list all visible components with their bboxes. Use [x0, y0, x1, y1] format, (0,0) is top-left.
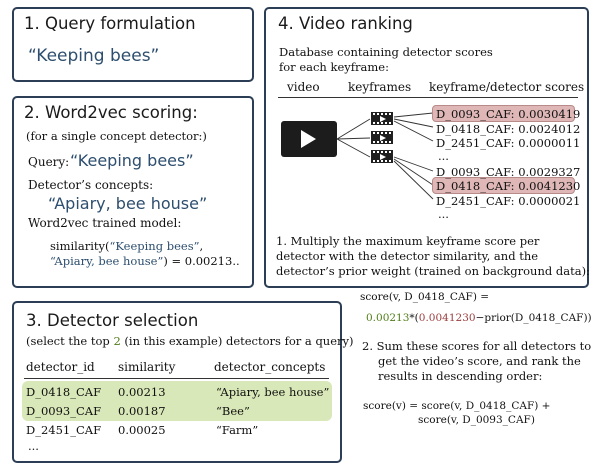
- row-1-concepts: “Apiary, bee house”: [216, 385, 330, 399]
- table-ellipsis: ...: [28, 439, 39, 453]
- word2vec-subtitle: (for a single concept detector:): [26, 129, 207, 143]
- concepts-value: “Apiary, bee house”: [48, 194, 208, 213]
- keyframe-1-icon: [371, 112, 393, 125]
- word2vec-scoring-panel: [12, 96, 254, 288]
- step1-line-3: detector’s prior weight (trained on background data):: [276, 264, 590, 278]
- similarity-line-2: [50, 254, 240, 268]
- score-g2-ellipsis: ...: [438, 207, 449, 221]
- row-2-id: D_0093_CAF: [26, 404, 102, 418]
- row-2-concepts: “Bee”: [216, 404, 250, 418]
- step2-line-2: get the video’s score, and rank the: [378, 354, 581, 368]
- selection-description: [26, 334, 354, 348]
- score-g1-row-1: D_0093_CAF: 0.0030419: [436, 107, 581, 121]
- selection-panel-title: 3. Detector selection: [26, 311, 199, 330]
- query-formulation-panel: [12, 7, 254, 82]
- row-1-similarity: 0.00213: [118, 385, 166, 399]
- formula2-line-1: score(v) = score(v, D_0418_CAF) +: [363, 400, 551, 412]
- similarity-arg-2: “Apiary, bee house”: [50, 254, 164, 268]
- similarity-result: ) = 0.00213..: [163, 254, 240, 268]
- query-text: “Keeping bees”: [28, 46, 160, 66]
- score-g2-row-3: D_2451_CAF: 0.0000021: [436, 194, 581, 208]
- step2-line-3: results in descending order:: [378, 369, 543, 383]
- query-value: “Keeping bees”: [70, 151, 194, 170]
- score-g2-row-1: D_0093_CAF: 0.0029327: [436, 165, 581, 179]
- formula1-line-2: [366, 312, 592, 324]
- database-line-2: for each keyframe:: [279, 60, 389, 74]
- header-keyframes: keyframes: [348, 80, 412, 94]
- table-header-rule: [24, 378, 329, 379]
- query-panel-title: 1. Query formulation: [24, 14, 196, 33]
- row-1-id: D_0418_CAF: [26, 385, 102, 399]
- detector-selection-panel: [12, 301, 354, 463]
- formula1-prior: −prior(D_0418_CAF)): [475, 312, 592, 324]
- similarity-arg-1: “Keeping bees”: [109, 239, 200, 253]
- score-g1-ellipsis: ...: [438, 149, 449, 163]
- video-ranking-panel: [264, 7, 589, 288]
- formula1-line-1: score(v, D_0418_CAF) =: [360, 291, 490, 303]
- concepts-label: Detector’s concepts:: [28, 178, 154, 192]
- database-line-1: Database containing detector scores: [279, 45, 493, 59]
- keyframe-2-icon: [371, 131, 393, 144]
- similarity-comma: ,: [199, 239, 204, 253]
- query-label: Query:: [28, 155, 70, 169]
- row-3-concepts: “Farm”: [216, 423, 259, 437]
- score-g1-row-2: D_0418_CAF: 0.0024012: [436, 122, 581, 136]
- video-play-icon: [281, 121, 337, 157]
- row-2-similarity: 0.00187: [118, 404, 166, 418]
- header-detector-id: detector_id: [26, 360, 95, 374]
- step1-line-2: detector with the detector similarity, and the: [276, 249, 539, 263]
- selection-top-count: 2: [113, 334, 121, 348]
- formula1-score: 0.0041230: [418, 312, 476, 324]
- step1-line-1: 1. Multiply the maximum keyframe score per: [276, 234, 540, 248]
- header-video: video: [287, 80, 320, 94]
- similarity-prefix: similarity(: [50, 239, 110, 253]
- header-scores: keyframe/detector scores: [429, 80, 585, 94]
- header-detector-concepts: detector_concepts: [214, 360, 326, 374]
- ranking-header-rule: [278, 97, 578, 98]
- ranking-panel-title: 4. Video ranking: [278, 14, 413, 33]
- score-g2-row-2: D_0418_CAF: 0.0041230: [436, 179, 581, 193]
- header-similarity: similarity: [118, 360, 176, 374]
- model-label: Word2vec trained model:: [28, 216, 182, 230]
- row-3-id: D_2451_CAF: [26, 423, 102, 437]
- step2-line-1: 2. Sum these scores for all detectors to: [362, 339, 592, 353]
- word2vec-panel-title: 2. Word2vec scoring:: [24, 103, 198, 122]
- selection-desc-suffix: (in this example) detectors for a query): [120, 334, 354, 348]
- formula1-similarity: 0.00213: [366, 312, 410, 324]
- score-g1-row-3: D_2451_CAF: 0.0000011: [436, 136, 581, 150]
- formula2-line-2: score(v, D_0093_CAF): [418, 414, 535, 426]
- row-3-similarity: 0.00025: [118, 423, 166, 437]
- formula1-multiply: *(: [409, 312, 419, 324]
- keyframe-3-icon: [371, 150, 393, 163]
- similarity-line-1: [50, 239, 203, 253]
- selection-desc-prefix: (select the top: [26, 334, 114, 348]
